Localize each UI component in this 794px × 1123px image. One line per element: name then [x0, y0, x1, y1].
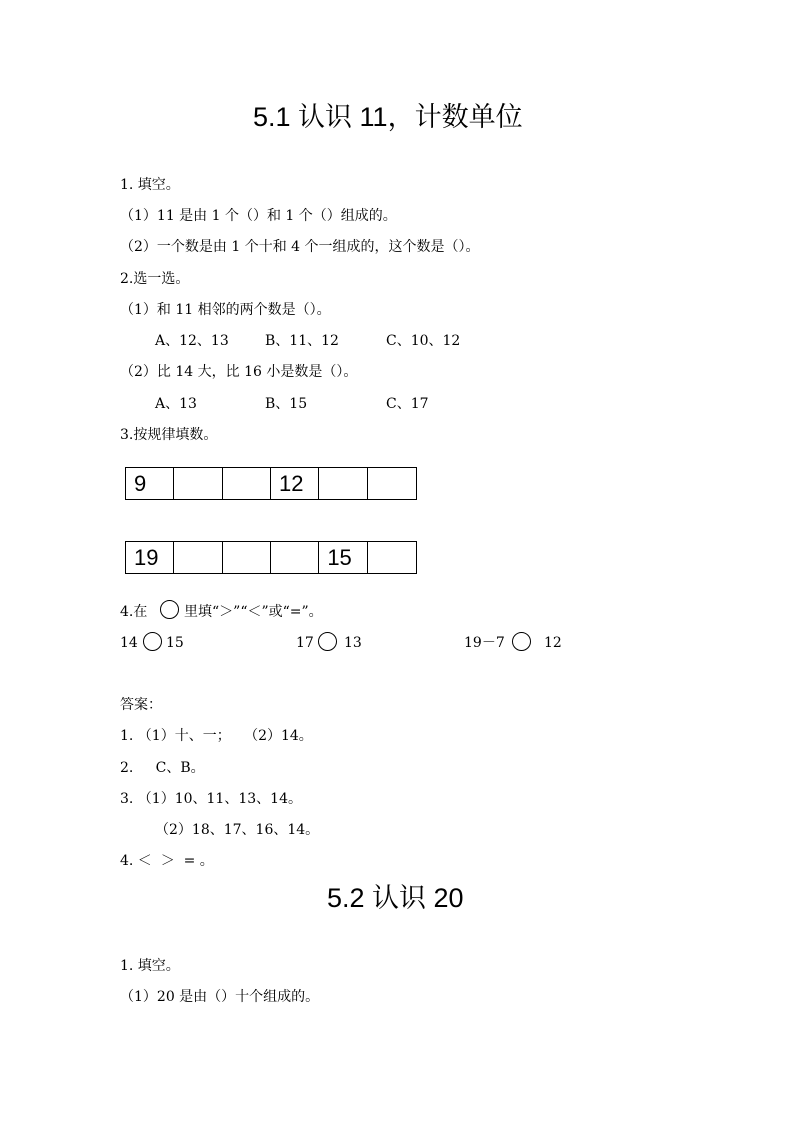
option-b: B、11、12	[265, 333, 339, 349]
sequence-cell-blank[interactable]	[319, 468, 367, 499]
question-1-item-1: （1）11 是由 1 个（）和 1 个（）组成的。	[120, 208, 397, 224]
sequence-cell-blank[interactable]	[174, 542, 222, 573]
question-1-item-2: （2）一个数是由 1 个十和 4 个一组成的，这个数是（）。	[120, 239, 480, 255]
option-c: C、17	[386, 396, 429, 412]
comparison-left: 14	[120, 635, 138, 651]
sequence-cell-blank[interactable]	[223, 542, 271, 573]
comparison-circle-blank[interactable]	[318, 632, 337, 651]
comparison-circle-blank[interactable]	[143, 632, 162, 651]
sequence-cell: 9	[126, 468, 174, 499]
section-title: 5.2 认识 20	[327, 883, 464, 913]
comparison-circle-blank[interactable]	[512, 632, 531, 651]
answers-heading: 答案：	[120, 697, 162, 713]
number-sequence-row-1	[125, 467, 417, 500]
answer-2: 2. C、B。	[120, 760, 205, 776]
question-2-heading: 2.选一选。	[120, 271, 190, 287]
question-4-heading-suffix: 里填“＞”“＜”或“=”。	[184, 604, 323, 620]
sequence-cell-blank[interactable]	[223, 468, 271, 499]
question-2-item-2: （2）比 14 大，比 16 小是数是（）。	[120, 364, 358, 380]
comparison-right: 13	[344, 635, 362, 651]
answer-4: 4. ＜ ＞ = 。	[120, 853, 214, 869]
sequence-cell: 12	[271, 468, 319, 499]
question-1-item-1: （1）20 是由（）十个组成的。	[120, 989, 320, 1005]
question-4-heading-prefix: 4.在	[120, 604, 148, 620]
answer-1: 1. （1）十、一； （2）14。	[120, 728, 313, 744]
section-title: 5.1 认识 11，计数单位	[253, 102, 523, 132]
comparison-right: 12	[544, 635, 562, 651]
circle-icon	[160, 600, 179, 619]
question-1-heading: 1. 填空。	[120, 177, 180, 193]
comparison-left: 17	[296, 635, 314, 651]
comparison-right: 15	[166, 635, 184, 651]
number-sequence-row-2	[125, 541, 417, 574]
option-a: A、13	[155, 396, 197, 412]
sequence-cell: 19	[126, 542, 174, 573]
sequence-cell-blank[interactable]	[368, 542, 416, 573]
option-a: A、12、13	[155, 333, 229, 349]
option-b: B、15	[265, 396, 308, 412]
question-1-heading: 1. 填空。	[120, 958, 180, 974]
answer-3-part-1: 3. （1）10、11、13、14。	[120, 791, 302, 807]
option-c: C、10、12	[386, 333, 461, 349]
sequence-cell-blank[interactable]	[271, 542, 319, 573]
comparison-left: 19－7	[464, 635, 505, 651]
question-2-item-1: （1）和 11 相邻的两个数是（）。	[120, 302, 331, 318]
answer-3-part-2: （2）18、17、16、14。	[155, 822, 320, 838]
sequence-cell: 15	[319, 542, 367, 573]
question-3-heading: 3.按规律填数。	[120, 427, 218, 443]
sequence-cell-blank[interactable]	[174, 468, 222, 499]
sequence-cell-blank[interactable]	[368, 468, 416, 499]
